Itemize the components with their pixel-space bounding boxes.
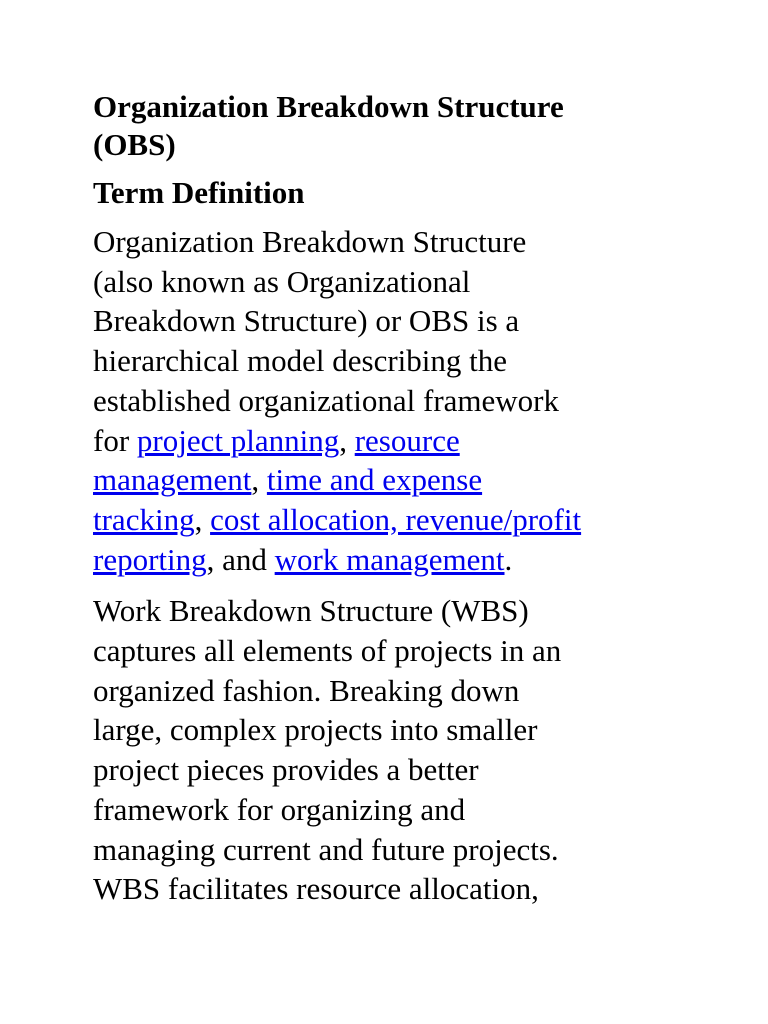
link-time-expense-tracking[interactable]: time and expense [266,462,483,498]
title-line: Organization Breakdown Structure [93,89,564,124]
title-line: (OBS) [93,127,176,162]
paragraph-line [93,500,693,540]
paragraph-line: managing current and future projects. [93,831,559,867]
definition-paragraph [93,222,693,579]
document-page [93,88,693,921]
paragraph-line [93,540,693,580]
paragraph-line: organized fashion. Breaking down [93,672,520,708]
paragraph-line: captures all elements of projects in an [93,633,562,669]
text-fragment: , [251,462,267,498]
page-title [93,88,693,164]
link-project-planning[interactable]: project planning [136,422,340,458]
paragraph-line: hierarchical model describing the [93,343,508,379]
paragraph-line [93,421,693,461]
section-heading: Term Definition [93,175,305,210]
paragraph-line: (also known as Organizational [93,263,471,299]
paragraph-line: established organizational framework [93,382,559,418]
paragraph-line [93,460,693,500]
link-cost-allocation[interactable]: reporting [93,541,207,577]
link-work-management[interactable]: work management [274,541,505,577]
link-resource-management[interactable]: management [93,462,252,498]
paragraph-line: framework for organizing and [93,791,466,827]
paragraph-line: Breakdown Structure) or OBS is a [93,303,520,339]
paragraph-line: WBS facilitates resource allocation, [93,871,539,907]
text-fragment: , [194,501,211,537]
wbs-paragraph [93,591,693,909]
text-fragment: . [504,541,513,577]
text-fragment: , [339,422,355,458]
paragraph-line: project pieces provides a better [93,752,479,788]
link-time-expense-tracking[interactable]: tracking [93,501,195,537]
link-resource-management[interactable]: resource [354,422,460,458]
paragraph-line: large, complex projects into smaller [93,712,538,748]
paragraph-line: Organization Breakdown Structure [93,224,527,259]
text-fragment: , and [206,541,275,577]
paragraph-line: Work Breakdown Structure (WBS) [93,593,529,629]
text-fragment: for [93,422,137,458]
link-cost-allocation[interactable]: cost allocation, revenue/profit [210,501,582,537]
